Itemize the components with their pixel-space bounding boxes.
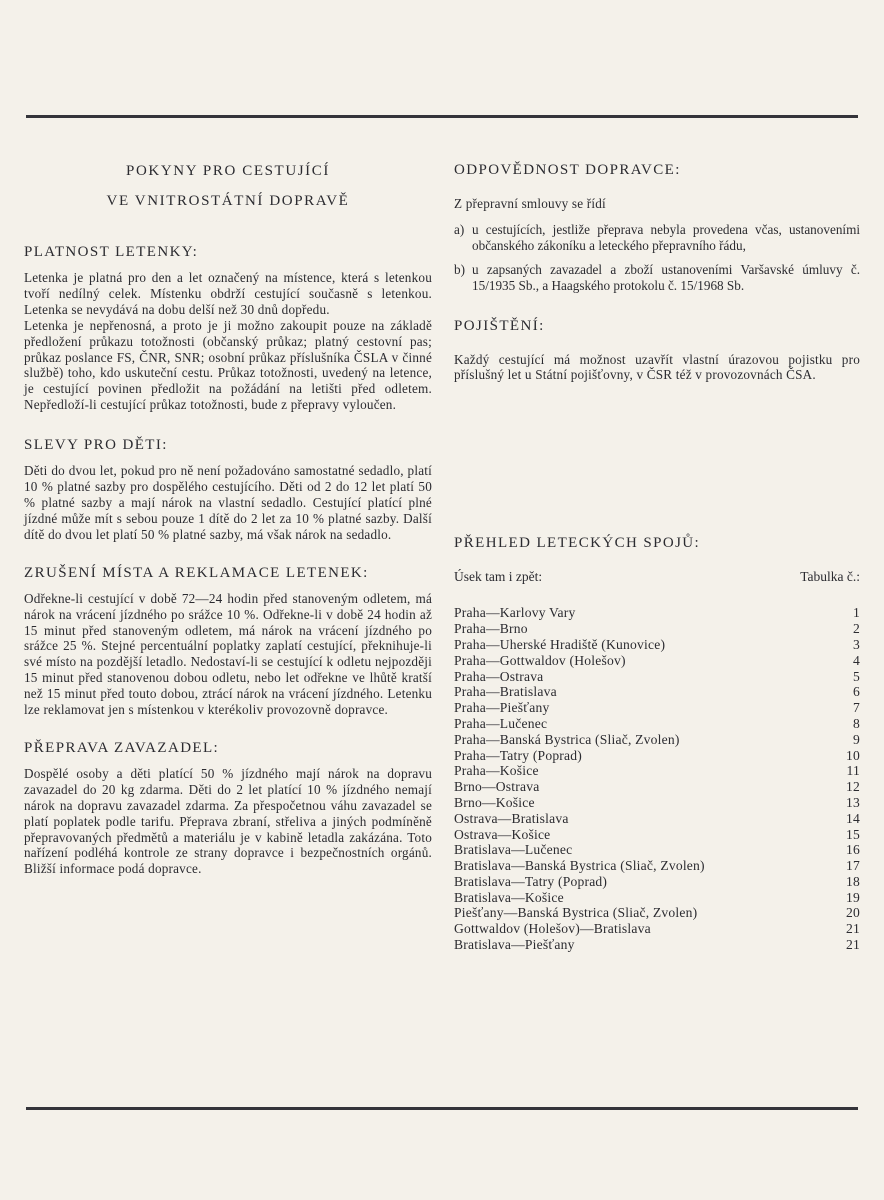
route-name: Praha—Uherské Hradiště (Kunovice) — [454, 636, 666, 652]
liability-intro: Z přepravní smlouvy se řídí — [454, 196, 606, 211]
route-row — [454, 732, 860, 748]
route-row — [454, 669, 860, 685]
route-table-number: 7 — [853, 700, 860, 716]
liability-heading: ODPOVĚDNOST DOPRAVCE: — [454, 162, 681, 178]
route-row — [454, 921, 860, 937]
route-table-number: 21 — [846, 937, 860, 953]
route-name: Bratislava—Piešťany — [454, 937, 575, 953]
route-name: Praha—Banská Bystrica (Sliač, Zvolen) — [454, 731, 680, 747]
route-table-number: 8 — [853, 715, 860, 731]
validity-heading: PLATNOST LETENKY: — [24, 244, 199, 260]
routes-col-route: Úsek tam i zpět: — [454, 569, 543, 585]
route-table-number: 17 — [846, 858, 860, 874]
route-name: Piešťany—Banská Bystrica (Sliač, Zvolen) — [454, 905, 698, 921]
route-table-number: 4 — [853, 652, 860, 668]
insurance-heading: POJIŠTĚNÍ: — [454, 317, 545, 334]
cancel-heading: ZRUŠENÍ MÍSTA A REKLAMACE LETENEK: — [24, 564, 369, 581]
left-column — [24, 148, 432, 877]
cancel-paragraph: Odřekne-li cestující v době 72—24 hodin před stanoveným odletem, má nárok na vrácení jízdného po srážce 10 %. Odřekne-li v době 24 hodin až 15 minut před stanoveným odletem, má nárok na vrácení jízdného po srážce 25 %. Stejné percentuální poplatky zaplatí cestující, překnihuje-li své místo na pozdější letadlo. Nedostaví-li se cestující k odletu nejpozději 15 minut před stanovenou dobou odletu, nebo let odřekne ve lhůtě kratší než 15 minut před touto dobou, ztrácí nárok na vrácení jízdného. Letenku lze reklamovat jen s místenkou v kterékoliv provozovně dopravce. — [24, 590, 432, 718]
route-row — [454, 748, 860, 764]
liability-marker: a) — [454, 221, 465, 237]
route-name: Ostrava—Bratislava — [454, 810, 569, 826]
route-row — [454, 827, 860, 843]
route-row — [454, 795, 860, 811]
liability-marker: b) — [454, 261, 465, 277]
liability-list — [454, 222, 860, 294]
route-table-number: 11 — [846, 763, 860, 779]
route-row — [454, 621, 860, 637]
document-title-line2: VE VNITROSTÁTNÍ DOPRAVĚ — [106, 193, 350, 209]
route-row — [454, 700, 860, 716]
route-table-number: 21 — [846, 921, 860, 937]
route-table-number: 5 — [853, 668, 860, 684]
route-name: Praha—Lučenec — [454, 715, 548, 731]
route-row — [454, 811, 860, 827]
routes-header — [454, 569, 860, 585]
route-name: Ostrava—Košice — [454, 826, 551, 842]
route-table-number: 15 — [846, 826, 860, 842]
route-name: Bratislava—Lučenec — [454, 842, 573, 858]
luggage-heading: PŘEPRAVA ZAVAZADEL: — [24, 739, 220, 756]
route-row — [454, 937, 860, 953]
route-table-number: 14 — [846, 810, 860, 826]
route-name: Bratislava—Banská Bystrica (Sliač, Zvolen) — [454, 858, 705, 874]
routes-col-table: Tabulka č.: — [800, 569, 860, 585]
route-row — [454, 763, 860, 779]
route-table-number: 18 — [846, 873, 860, 889]
route-name: Praha—Košice — [454, 763, 539, 779]
route-table-number: 9 — [853, 731, 860, 747]
validity-paragraph-2: Letenka je nepřenosná, a proto je ji možno zakoupit pouze na základě předložení průkazu totožnosti (občanský průkaz; platný cestovní pas; průkaz poslance FS, ČNR, SNR; osobní průkaz příslušníka ČSLA v činné službě) toho, kdo uskuteční cestu. Průkaz totožnosti, uvedený na letence, je cestující povinen předložit na požádání na letišti před odletem. Nepředloží-li cestující průkaz totožnosti, bude z přepravy vyloučen. — [24, 317, 432, 413]
liability-item — [454, 222, 860, 254]
route-table-number: 2 — [853, 621, 860, 637]
bottom-rule — [26, 1107, 858, 1110]
route-table-number: 10 — [846, 747, 860, 763]
route-name: Praha—Brno — [454, 621, 528, 637]
route-name: Praha—Ostrava — [454, 668, 544, 684]
route-name: Praha—Karlovy Vary — [454, 605, 576, 621]
route-table-number: 19 — [846, 889, 860, 905]
route-name: Bratislava—Tatry (Poprad) — [454, 873, 608, 889]
route-row — [454, 684, 860, 700]
liability-item — [454, 262, 860, 294]
route-table-number: 16 — [846, 842, 860, 858]
route-table-number: 20 — [846, 905, 860, 921]
route-name: Praha—Gottwaldov (Holešov) — [454, 652, 626, 668]
liability-text: u zapsaných zavazadel a zboží ustanoveními Varšavské úmluvy č. 15/1935 Sb., a Haagského protokolu č. 15/1968 Sb. — [472, 261, 860, 293]
route-row — [454, 905, 860, 921]
routes-list — [454, 605, 860, 953]
route-row — [454, 605, 860, 621]
route-table-number: 12 — [846, 779, 860, 795]
right-column — [454, 148, 860, 953]
insurance-paragraph: Každý cestující má možnost uzavřít vlastní úrazovou pojistku pro příslušný let u Státní pojišťovny, v ČSR též v provozovnách ČSA. — [454, 351, 860, 383]
children-paragraph: Děti do dvou let, pokud pro ně není požadováno samostatné sedadlo, platí 10 % platné sazby pro dospělého cestujícího. Děti od 2 do 12 let platí 50 % platné sazby a mají nárok na vlastní sedadlo. Cestující platící plné jízdné může mít s sebou pouze 1 dítě do 2 let za 10 % platné sazby. Další dítě do dvou let platí 50 % platné sazby, má však nárok na sedadlo. — [24, 463, 432, 542]
route-table-number: 3 — [853, 636, 860, 652]
route-name: Brno—Ostrava — [454, 779, 540, 795]
route-row — [454, 858, 860, 874]
route-row — [454, 890, 860, 906]
route-row — [454, 653, 860, 669]
liability-text: u cestujících, jestliže přeprava nebyla provedena včas, ustanoveními občanského zákoníku a leteckého přepravního řádu, — [472, 221, 860, 253]
route-name: Praha—Piešťany — [454, 700, 550, 716]
route-row — [454, 842, 860, 858]
route-name: Gottwaldov (Holešov)—Bratislava — [454, 921, 651, 937]
top-rule — [26, 115, 858, 118]
route-row — [454, 779, 860, 795]
route-name: Brno—Košice — [454, 794, 535, 810]
route-row — [454, 874, 860, 890]
validity-paragraph-1: Letenka je platná pro den a let označený na místence, která s letenkou tvoří nedílný celek. Místenku obdrží cestující současně s letenkou. Letenka se nevydává na dobu delší než 30 dnů dopředu. — [24, 270, 432, 317]
document-title-line1: POKYNY PRO CESTUJÍCÍ — [126, 163, 330, 179]
routes-heading: PŘEHLED LETECKÝCH SPOJŮ: — [454, 535, 701, 552]
route-table-number: 13 — [846, 794, 860, 810]
children-heading: SLEVY PRO DĚTI: — [24, 437, 168, 454]
route-row — [454, 716, 860, 732]
luggage-paragraph: Dospělé osoby a děti platící 50 % jízdného mají nárok na dopravu zavazadel do 20 kg zdarma. Děti do 2 let platící 10 % jízdného nemají nárok na dopravu zavazadel zdarma. Za přespočetnou váhu zavazadel se platí poplatek podle tarifu. Přeprava zbraní, střeliva a jiných podmíněně přepravovaných předmětů a materiálu je v kabině letadla zakázána. Toto nařízení podléhá kontrole ze strany dopravce i bezpečnostních orgánů. Bližší informace podá dopravce. — [24, 765, 432, 877]
route-row — [454, 637, 860, 653]
route-name: Praha—Bratislava — [454, 684, 557, 700]
route-name: Praha—Tatry (Poprad) — [454, 747, 582, 763]
route-name: Bratislava—Košice — [454, 889, 564, 905]
route-table-number: 1 — [853, 605, 860, 621]
route-table-number: 6 — [853, 684, 860, 700]
